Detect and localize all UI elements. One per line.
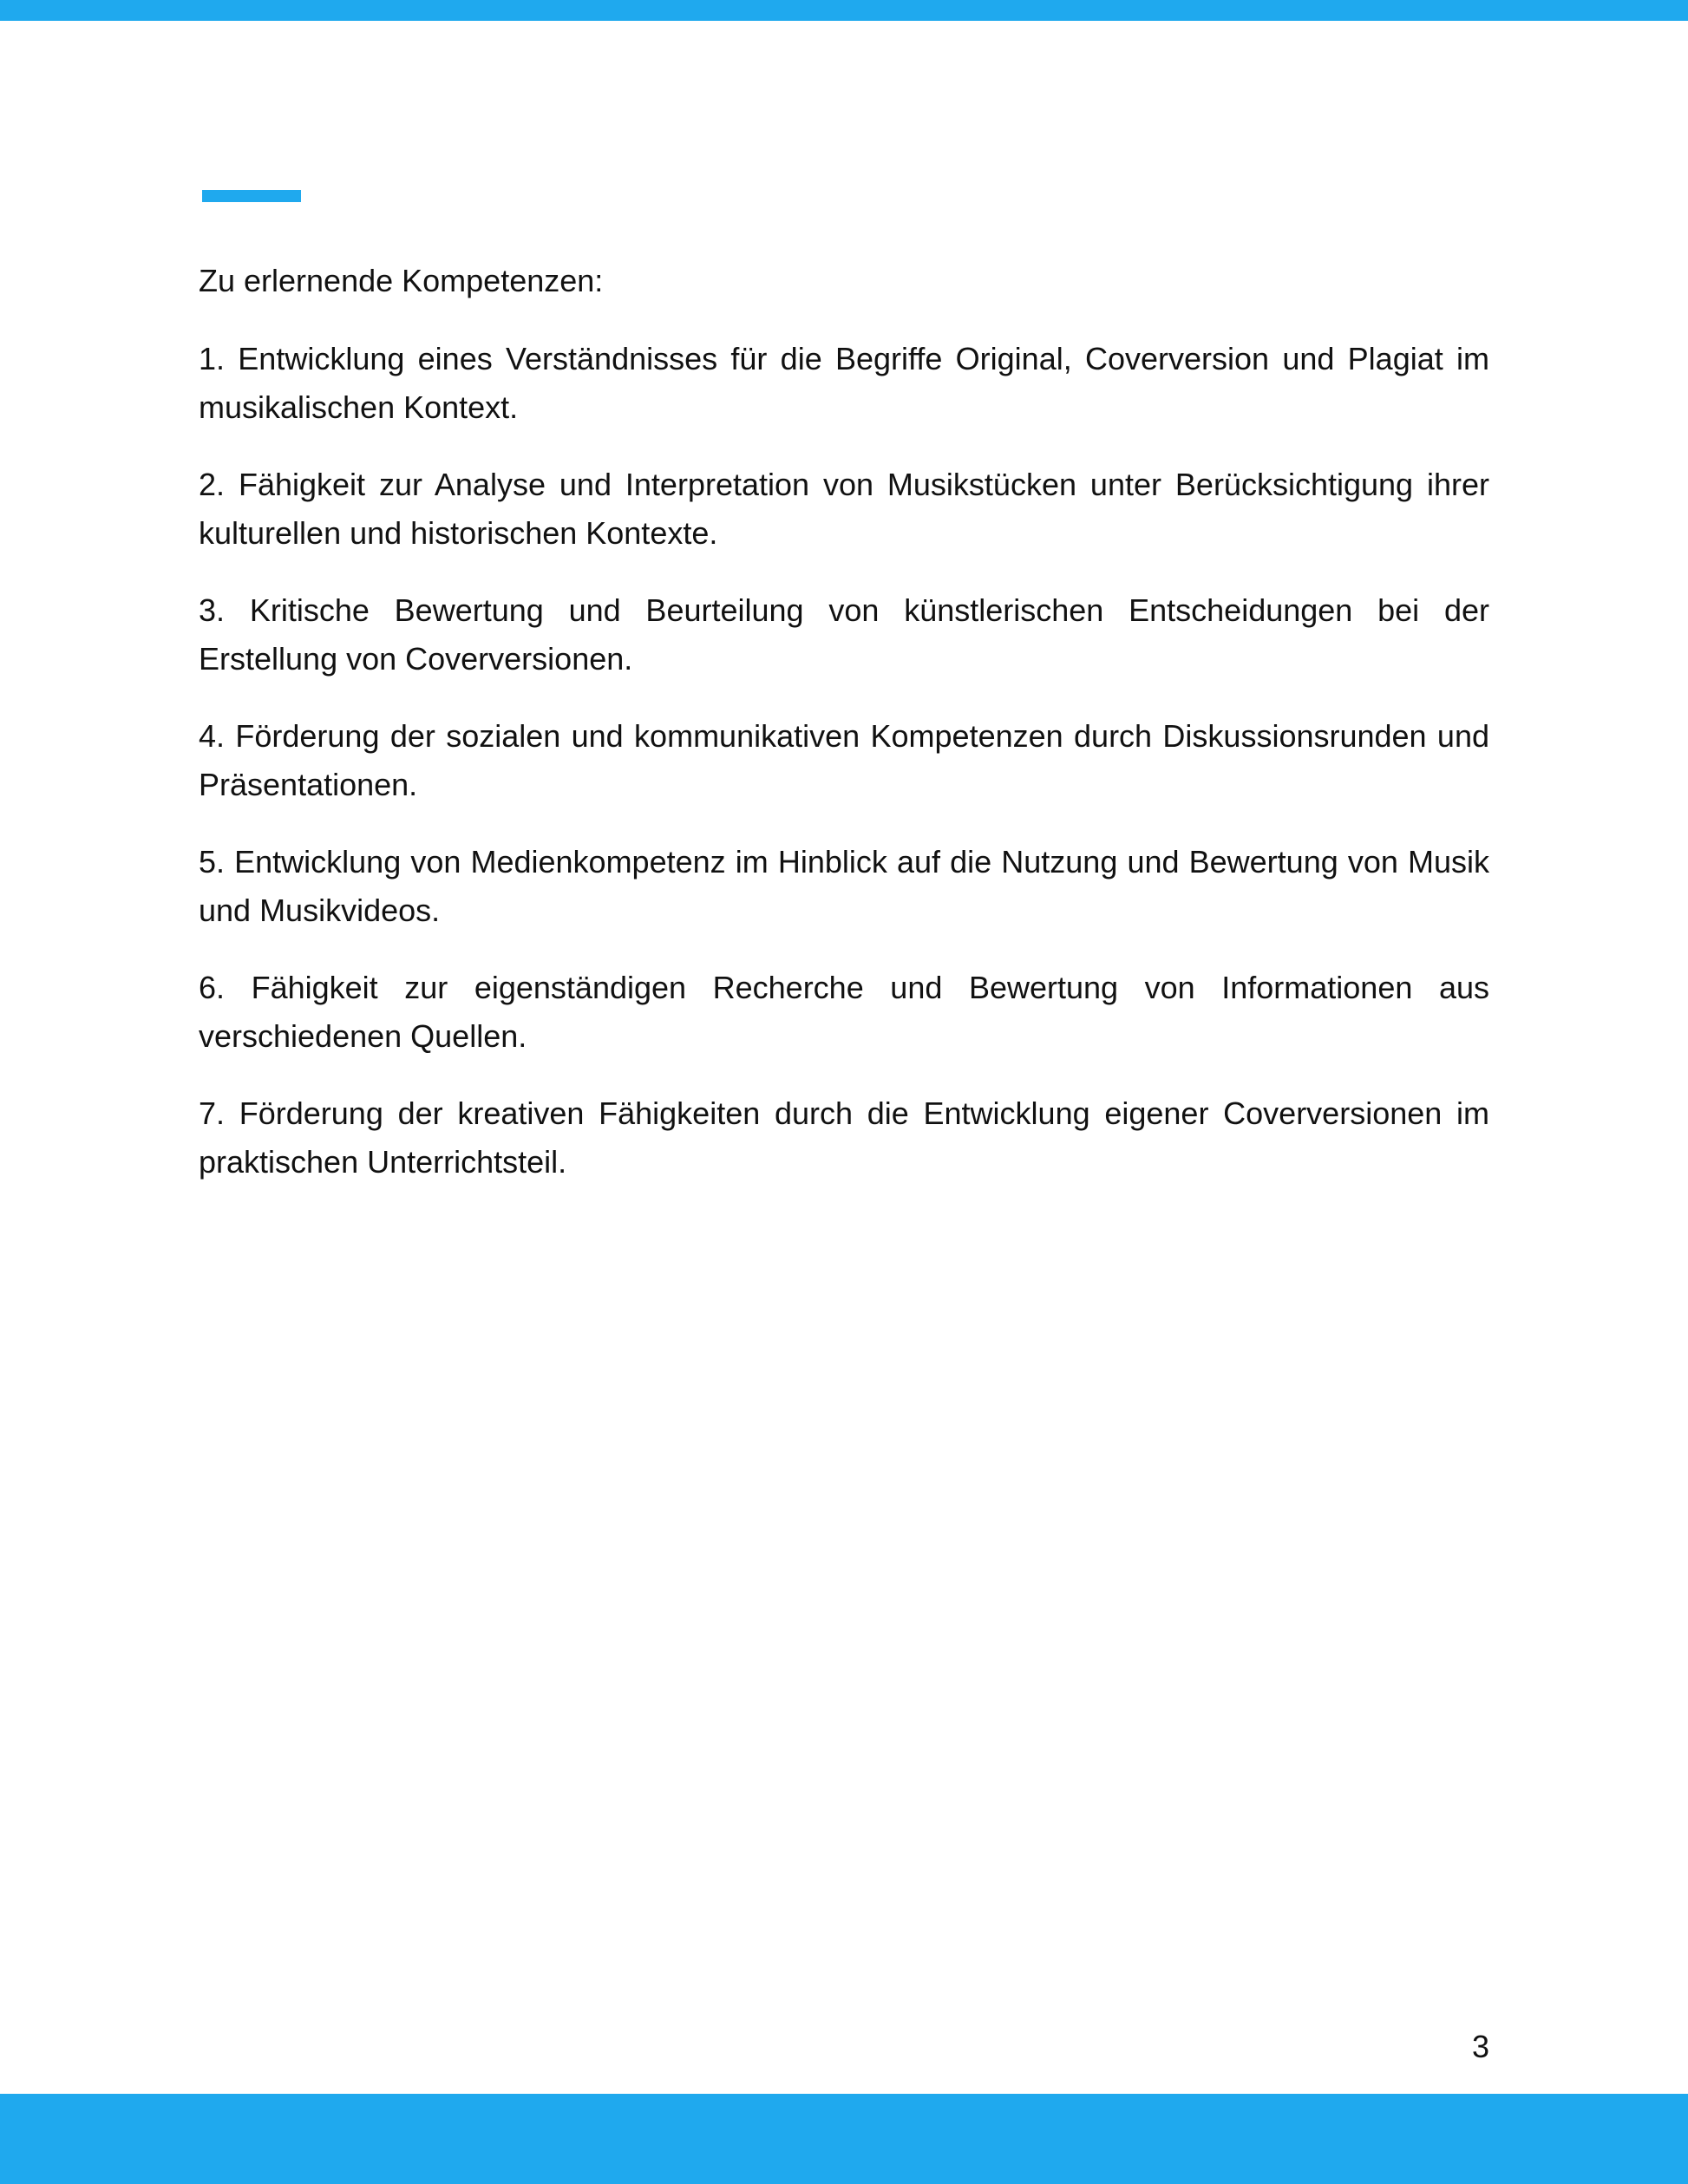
competency-item-2: 2. Fähigkeit zur Analyse und Interpretation von Musikstücken unter Berücksichtigung ihrer kulturellen und historischen Kontexte. (199, 467, 1489, 551)
top-accent-bar (0, 0, 1688, 21)
competency-item-5: 5. Entwicklung von Medienkompetenz im Hinblick auf die Nutzung und Bewertung von Musik und Musikvideos. (199, 844, 1489, 928)
competency-item-4: 4. Förderung der sozialen und kommunikativen Kompetenzen durch Diskussionsrunden und Präsentationen. (199, 718, 1489, 802)
competency-item-1: 1. Entwicklung eines Verständnisses für die Begriffe Original, Coverversion und Plagiat im musikalischen Kontext. (199, 341, 1489, 425)
page-number: 3 (1471, 2029, 1489, 2064)
bottom-accent-bar (0, 2094, 1688, 2184)
competency-item-7: 7. Förderung der kreativen Fähigkeiten durch die Entwicklung eigener Coverversionen im praktischen Unterrichtsteil. (199, 1095, 1489, 1180)
section-accent-dash (202, 190, 301, 202)
competency-item-3: 3. Kritische Bewertung und Beurteilung von künstlerischen Entscheidungen bei der Erstellung von Coverversionen. (199, 592, 1489, 677)
document-body (199, 257, 1489, 1215)
competencies-intro: Zu erlernende Kompetenzen: (199, 263, 604, 298)
competency-item-6: 6. Fähigkeit zur eigenständigen Recherche und Bewertung von Informationen aus verschiedenen Quellen. (199, 970, 1489, 1054)
